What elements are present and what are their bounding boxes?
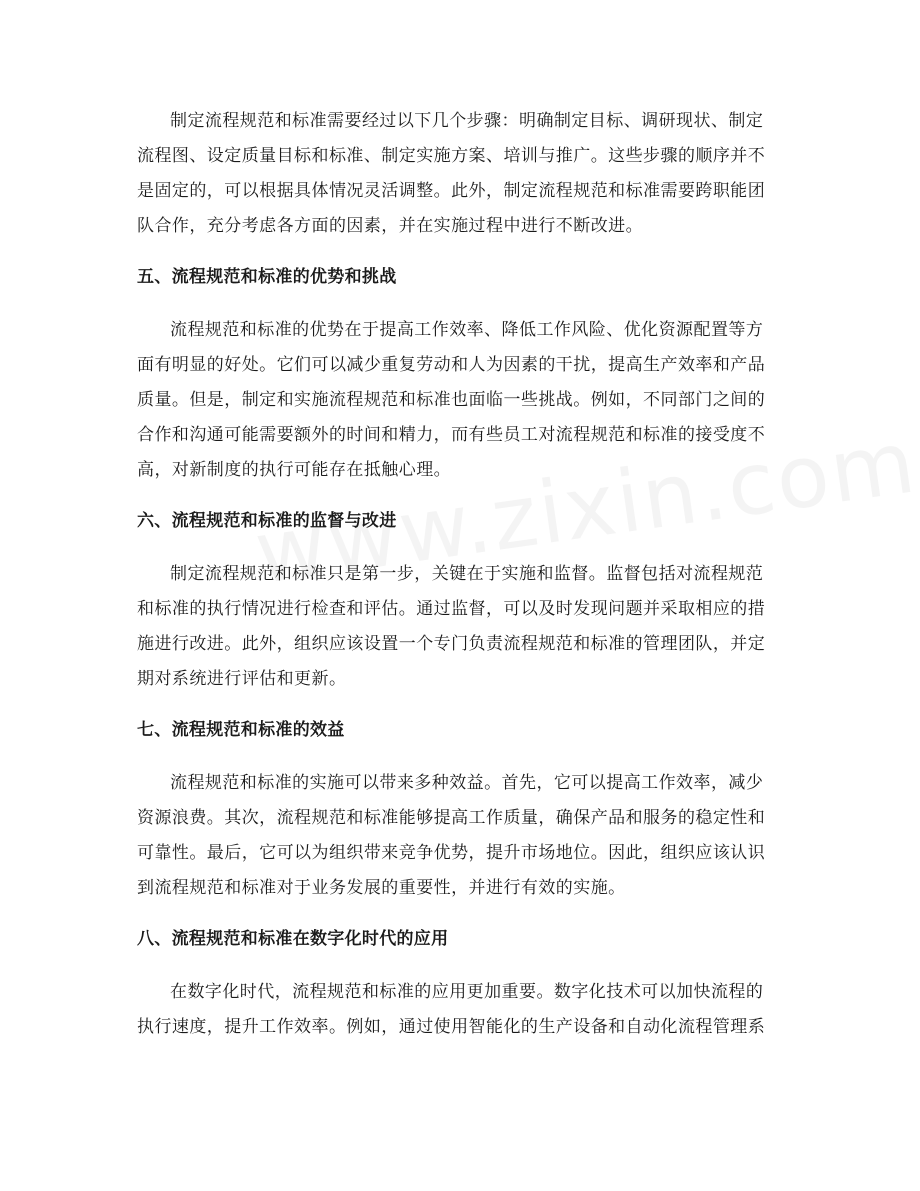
- paragraph-line: 期对系统进行评估和更新。: [137, 669, 347, 689]
- section-heading: 七、流程规范和标准的效益: [137, 720, 345, 740]
- paragraph-line: 制定流程规范和标准需要经过以下几个步骤：明确制定目标、调研现状、制定: [170, 111, 764, 131]
- paragraph-line: 施进行改进。此外，组织应该设置一个专门负责流程规范和标准的管理团队，并定: [137, 634, 766, 654]
- section-heading: 五、流程规范和标准的优势和挑战: [137, 267, 397, 287]
- paragraph-line: 高，对新制度的执行可能存在抵触心理。: [137, 460, 452, 480]
- section-heading: 六、流程规范和标准的监督与改进: [137, 511, 397, 531]
- paragraph-line: 是固定的，可以根据具体情况灵活调整。此外，制定流程规范和标准需要跨职能团: [137, 181, 766, 201]
- paragraph-line: 流程图、设定质量目标和标准、制定实施方案、培训与推广。这些步骤的顺序并不: [137, 146, 766, 166]
- paragraph-line: 队合作，充分考虑各方面的因素，并在实施过程中进行不断改进。: [137, 216, 644, 236]
- paragraph-line: 面有明显的好处。它们可以减少重复劳动和人为因素的干扰，提高生产效率和产品: [137, 355, 766, 375]
- paragraph-line: 质量。但是，制定和实施流程规范和标准也面临一些挑战。例如，不同部门之间的: [137, 390, 766, 410]
- paragraph-line: 资源浪费。其次，流程规范和标准能够提高工作质量，确保产品和服务的稳定性和: [137, 808, 766, 828]
- paragraph-line: 流程规范和标准的实施可以带来多种效益。首先，它可以提高工作效率，减少: [170, 773, 764, 793]
- paragraph-line: 执行速度，提升工作效率。例如，通过使用智能化的生产设备和自动化流程管理系: [137, 1017, 766, 1037]
- paragraph-line: 可靠性。最后，它可以为组织带来竞争优势，提升市场地位。因此，组织应该认识: [137, 843, 766, 863]
- paragraph-line: 制定流程规范和标准只是第一步，关键在于实施和监督。监督包括对流程规范: [170, 564, 764, 584]
- paragraph-line: 合作和沟通可能需要额外的时间和精力，而有些员工对流程规范和标准的接受度不: [137, 425, 766, 445]
- paragraph-line: 流程规范和标准的优势在于提高工作效率、降低工作风险、优化资源配置等方: [170, 320, 764, 340]
- paragraph-line: 在数字化时代，流程规范和标准的应用更加重要。数字化技术可以加快流程的: [170, 982, 764, 1002]
- paragraph-line: 到流程规范和标准对于业务发展的重要性，并进行有效的实施。: [137, 878, 626, 898]
- paragraph-line: 和标准的执行情况进行检查和评估。通过监督，可以及时发现问题并采取相应的措: [137, 599, 766, 619]
- section-heading: 八、流程规范和标准在数字化时代的应用: [137, 929, 449, 949]
